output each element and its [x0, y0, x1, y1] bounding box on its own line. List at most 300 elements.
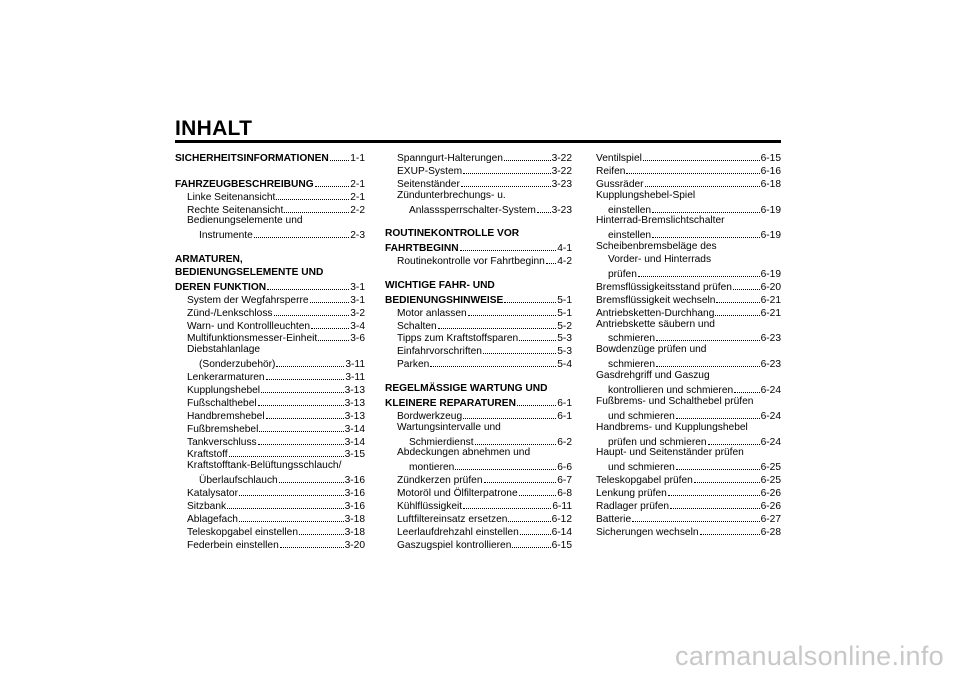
toc-entry-text: ARMATUREN,: [175, 254, 243, 266]
toc-entry-text: Kupplungshebel: [187, 385, 261, 397]
toc-entry: [596, 254, 781, 267]
toc-page-number: 6-19: [760, 269, 781, 281]
dot-leader: [460, 241, 557, 251]
toc-entry-text: Vorder- und Hinterrads: [608, 254, 712, 266]
toc-entry-text: Sitzbank: [187, 501, 227, 513]
toc-entry: [175, 293, 365, 306]
toc-page-number: 6-28: [760, 526, 781, 538]
toc-entry: [385, 190, 572, 203]
toc-entry-text: Routinekontrolle vor Fahrtbeginn: [397, 256, 545, 268]
dot-leader: [517, 396, 556, 406]
toc-entry-text: Fußbrems- und Schalthebel prüfen: [596, 395, 754, 407]
toc-entry-text: Antriebsketten-Durchhang: [596, 307, 715, 319]
toc-entry: [175, 538, 365, 551]
toc-entry-text: Einfahrvorschriften: [397, 346, 482, 358]
toc-entry: [596, 486, 781, 499]
toc-page-number: 6-15: [551, 539, 572, 551]
toc-page-number: 6-1: [557, 397, 572, 409]
toc-entry: [385, 151, 572, 164]
toc-column-2: [385, 151, 572, 551]
dot-leader: [715, 306, 759, 316]
toc-entry-text: Fußbremshebel: [187, 423, 259, 435]
toc-entry: [385, 203, 572, 216]
toc-entry-text: Kraftstoff: [187, 449, 228, 461]
dot-leader: [430, 357, 556, 367]
toc-page-number: 3-13: [344, 385, 365, 397]
toc-page-number: 3-16: [344, 475, 365, 487]
toc-entry-text: WICHTIGE FAHR- UND: [385, 279, 495, 291]
dot-leader: [438, 319, 557, 329]
toc-entry: [596, 306, 781, 319]
toc-entry: [175, 383, 365, 396]
dot-leader: [504, 151, 551, 161]
toc-entry: [175, 228, 365, 241]
toc-entry: [596, 357, 781, 370]
toc-entry: [385, 164, 572, 177]
toc-page-number: 6-21: [760, 294, 781, 306]
toc-entry-text: Abdeckungen abnehmen und: [397, 447, 531, 459]
toc-entry: [175, 331, 365, 344]
toc-entry: [385, 435, 572, 448]
toc-entry-text: Katalysator: [187, 488, 238, 500]
toc-entry-text: Kupplungshebel-Spiel: [596, 189, 696, 201]
dot-leader: [694, 473, 760, 483]
toc-page-number: 5-4: [557, 359, 572, 371]
toc-entry: [175, 370, 365, 383]
toc-entry-text: Fußschalthebel: [187, 397, 257, 409]
toc-entry: [385, 331, 572, 344]
toc-entry-text: Ablagefach: [187, 513, 238, 525]
toc-entry: [175, 396, 365, 409]
toc-entry: [596, 293, 781, 306]
toc-entry: [596, 164, 781, 177]
toc-page-number: 6-25: [760, 462, 781, 474]
toc-entry: [596, 280, 781, 293]
toc-page-number: 3-13: [344, 410, 365, 422]
toc-entry-text: Radlager prüfen: [596, 501, 670, 513]
toc-entry-text: FAHRTBEGINN: [385, 243, 459, 255]
watermark: carmanualsonline.info: [675, 641, 944, 671]
dot-leader: [708, 435, 760, 445]
toc-entry-text: Teleskopgabel prüfen: [596, 475, 693, 487]
toc-entry-text: Anlasssperrschalter-System: [409, 204, 536, 216]
toc-entry-text: KLEINERE REPARATUREN: [385, 397, 516, 409]
toc-entry-text: REGELMÄSSIGE WARTUNG UND: [385, 383, 548, 395]
toc-page-number: 6-20: [760, 281, 781, 293]
toc-entry-text: Bremsflüssigkeitsstand prüfen: [596, 281, 732, 293]
toc-entry: [596, 396, 781, 409]
toc-page-number: 5-2: [557, 320, 572, 332]
toc-entry: [385, 486, 572, 499]
toc-entry-text: Kühlflüssigkeit: [397, 501, 463, 513]
toc-page-number: 6-11: [552, 501, 572, 513]
dot-leader: [519, 331, 556, 341]
toc-entry: [385, 409, 572, 422]
toc-entry: [596, 190, 781, 203]
dot-leader: [315, 177, 350, 187]
toc-entry: [175, 215, 365, 228]
toc-entry: [385, 460, 572, 473]
dot-leader: [276, 357, 344, 367]
toc-entry: [596, 267, 781, 280]
toc-page-number: 5-1: [557, 294, 572, 306]
toc-page-number: 6-24: [760, 410, 781, 422]
toc-page-number: 4-1: [557, 243, 572, 255]
toc-entry: [385, 538, 572, 551]
dot-leader: [504, 293, 556, 303]
dot-leader: [484, 473, 557, 483]
dot-leader: [638, 267, 760, 277]
dot-leader: [656, 357, 760, 367]
toc-page-number: 6-15: [760, 153, 781, 164]
toc-entry-text: schmieren: [608, 359, 655, 371]
toc-entry: [596, 151, 781, 164]
toc-entry: [385, 499, 572, 512]
toc-entry: [596, 460, 781, 473]
toc-entry: [596, 499, 781, 512]
toc-page-number: 5-1: [557, 307, 572, 319]
toc-entry-text: Ventilspiel: [596, 153, 642, 164]
toc-entry: [175, 357, 365, 370]
dot-leader: [274, 306, 350, 316]
toc-entry-text: Multifunktionsmesser-Einheit: [187, 333, 318, 345]
toc-entry-text: (Sonderzubehör): [199, 359, 276, 371]
toc-heading: [175, 280, 365, 293]
toc-entry: [596, 331, 781, 344]
toc-entry-text: FAHRZEUGBESCHREIBUNG: [175, 178, 314, 190]
toc-entry: [385, 306, 572, 319]
dot-leader: [676, 460, 760, 470]
dot-leader: [276, 190, 349, 200]
toc-entry-text: Teleskopgabel einstellen: [187, 526, 299, 538]
toc-entry-text: Handbrems- und Kupplungshebel: [596, 421, 748, 433]
toc-entry: [175, 447, 365, 460]
toc-page-number: 6-8: [557, 488, 572, 500]
toc-entry-text: SICHERHEITSINFORMATIONEN: [175, 153, 329, 164]
toc-page-number: 6-16: [760, 165, 781, 177]
toc-heading: [385, 396, 572, 409]
dot-leader: [734, 383, 759, 393]
toc-page-number: 6-25: [760, 475, 781, 487]
dot-leader: [279, 473, 344, 483]
toc-page-number: 2-2: [350, 204, 365, 216]
toc-entry: [385, 254, 572, 267]
toc-heading: [385, 280, 572, 293]
toc-entry-text: EXUP-System: [397, 165, 463, 177]
toc-entry-text: Linke Seitenansicht: [187, 191, 276, 203]
toc-entry: [596, 228, 781, 241]
dot-leader: [645, 177, 760, 187]
toc-entry-text: Wartungsintervalle und: [397, 421, 501, 433]
toc-page-number: 6-24: [760, 385, 781, 397]
toc-heading: [385, 241, 572, 254]
dot-leader: [537, 203, 551, 213]
toc-entry: [596, 525, 781, 538]
toc-entry: [385, 447, 572, 460]
toc-entry-text: BEDIENUNGSHINWEISE: [385, 294, 504, 306]
toc-entry-text: Luftfiltereinsatz ersetzen: [397, 513, 508, 525]
toc-entry: [175, 460, 365, 473]
toc-page-number: 3-18: [344, 526, 365, 538]
toc-entry-text: Hinterrad-Bremslichtschalter: [596, 215, 725, 227]
toc-heading: [385, 228, 572, 241]
toc-page-number: 6-23: [760, 333, 781, 345]
toc-page-number: 3-22: [551, 165, 572, 177]
toc-entry-text: DEREN FUNKTION: [175, 281, 267, 293]
toc-heading: [175, 151, 365, 164]
toc-entry: [596, 241, 781, 254]
toc-entry-text: einstellen: [608, 204, 652, 216]
toc-entry-text: Zündkerzen prüfen: [397, 475, 483, 487]
dot-leader: [508, 512, 550, 522]
toc-page-number: 6-19: [760, 230, 781, 242]
dot-leader: [284, 203, 349, 213]
dot-leader: [668, 486, 760, 496]
toc-entry: [385, 525, 572, 538]
toc-entry-text: Schalten: [397, 320, 437, 332]
dot-leader: [261, 383, 344, 393]
toc-page-number: 3-4: [350, 320, 365, 332]
toc-entry-text: Batterie: [596, 513, 632, 525]
toc-entry-text: Motoröl und Ölfilterpatrone: [397, 488, 518, 500]
toc-entry: [385, 319, 572, 332]
toc-page-number: 3-23: [551, 178, 572, 190]
toc-page-number: 2-1: [350, 191, 365, 203]
toc-entry-text: montieren: [409, 462, 455, 474]
toc-page-number: 6-1: [557, 410, 572, 422]
dot-leader: [266, 370, 345, 380]
toc-page-number: 3-18: [344, 513, 365, 525]
toc-entry-text: Parken: [397, 359, 430, 371]
dot-leader: [463, 499, 551, 509]
toc-entry: [175, 306, 365, 319]
toc-entry-text: ROUTINEKONTROLLE VOR: [385, 228, 520, 240]
toc-entry-text: Bremsflüssigkeit wechseln: [596, 294, 716, 306]
toc-page-number: 1-1: [350, 153, 365, 164]
toc-entry-text: Rechte Seitenansicht: [187, 204, 284, 216]
toc-page-number: 3-23: [551, 204, 572, 216]
toc-entry: [175, 435, 365, 448]
toc-entry-text: Tipps zum Kraftstoffsparen: [397, 333, 519, 345]
title-rule: [175, 140, 781, 143]
dot-leader: [519, 486, 557, 496]
dot-leader: [656, 331, 760, 341]
toc-entry: [175, 319, 365, 332]
toc-entry: [385, 357, 572, 370]
toc-entry-text: Kraftstofftank-Belüftungsschlauch/: [187, 460, 342, 472]
dot-leader: [652, 228, 760, 238]
toc-entry: [385, 422, 572, 435]
dot-leader: [546, 254, 556, 264]
toc-entry-text: Leerlaufdrehzahl einstellen: [397, 526, 519, 538]
toc-entry-text: Tankverschluss: [187, 436, 257, 448]
toc-entry: [596, 422, 781, 435]
dot-leader: [468, 306, 557, 316]
toc-entry: [596, 370, 781, 383]
toc-entry: [385, 512, 572, 525]
dot-leader: [267, 280, 349, 290]
toc-page-number: 6-21: [760, 307, 781, 319]
toc-entry-text: Warn- und Kontrollleuchten: [187, 320, 311, 332]
dot-leader: [475, 435, 557, 445]
dot-leader: [239, 486, 344, 496]
dot-leader: [716, 293, 759, 303]
toc-entry: [175, 525, 365, 538]
toc-entry-text: einstellen: [608, 230, 652, 242]
toc-page-number: 3-14: [344, 423, 365, 435]
toc-page-number: 6-23: [760, 359, 781, 371]
dot-leader: [461, 177, 551, 187]
toc-page-number: 6-19: [760, 204, 781, 216]
toc-entry: [596, 215, 781, 228]
toc-page-number: 6-2: [557, 436, 572, 448]
dot-leader: [229, 447, 344, 457]
toc-heading: [175, 267, 365, 280]
toc-page-number: 3-15: [344, 449, 365, 461]
dot-leader: [259, 422, 343, 432]
dot-leader: [733, 280, 760, 290]
toc-entry-text: Diebstahlanlage: [187, 344, 261, 356]
toc-entry: [175, 512, 365, 525]
toc-page-number: 6-18: [760, 178, 781, 190]
toc-entry-text: Motor anlassen: [397, 307, 467, 319]
toc-entry-text: schmieren: [608, 333, 655, 345]
toc-page-number: 6-7: [557, 475, 572, 487]
toc-page-number: 3-14: [344, 436, 365, 448]
toc-heading: [385, 293, 572, 306]
toc-entry-text: prüfen: [608, 269, 637, 281]
toc-page-number: 2-3: [350, 230, 365, 242]
dot-leader: [330, 151, 350, 161]
dot-leader: [311, 319, 349, 329]
toc-entry-text: Lenkerarmaturen: [187, 372, 265, 384]
toc-page-number: 3-6: [350, 333, 365, 345]
toc-entry: [385, 473, 572, 486]
toc-entry-text: kontrollieren und schmieren: [608, 385, 734, 397]
toc-heading: [385, 383, 572, 396]
page-title: INHALT: [175, 117, 253, 140]
toc-page-number: 6-27: [760, 513, 781, 525]
toc-entry-text: Bordwerkzeug: [397, 410, 463, 422]
toc-entry-text: Gaszugspiel kontrollieren: [397, 539, 512, 551]
dot-leader: [258, 435, 344, 445]
toc-entry-text: Haupt- und Seitenständer prüfen: [596, 447, 744, 459]
toc-entry: [596, 435, 781, 448]
dot-leader: [520, 525, 551, 535]
toc-entry-text: prüfen und schmieren: [608, 436, 707, 448]
dot-leader: [318, 331, 349, 341]
toc-entry: [175, 499, 365, 512]
dot-leader: [455, 460, 556, 470]
dot-leader: [254, 228, 349, 238]
toc-entry-text: Federbein einstellen: [187, 539, 279, 551]
dot-leader: [643, 151, 760, 161]
toc-entry-text: Antriebskette säubern und: [596, 318, 715, 330]
toc-page-number: 6-14: [551, 526, 572, 538]
toc-entry: [596, 177, 781, 190]
toc-page-number: 5-3: [557, 333, 572, 345]
toc-entry: [596, 473, 781, 486]
toc-entry-text: Lenkung prüfen: [596, 488, 667, 500]
dot-leader: [626, 164, 759, 174]
toc-entry-text: und schmieren: [608, 462, 675, 474]
dot-leader: [512, 538, 550, 548]
toc-page-number: 3-1: [350, 294, 365, 306]
toc-page-number: 6-24: [760, 436, 781, 448]
toc-entry: [385, 344, 572, 357]
toc-entry: [596, 344, 781, 357]
dot-leader: [258, 396, 344, 406]
toc-entry: [175, 473, 365, 486]
toc-page-number: 3-20: [344, 539, 365, 551]
toc-heading: [175, 177, 365, 190]
toc-page-number: 3-16: [344, 501, 365, 513]
toc-page-number: 3-22: [551, 153, 572, 164]
toc-entry: [175, 203, 365, 216]
toc-page-number: 3-2: [350, 307, 365, 319]
toc-page-number: 3-11: [345, 359, 365, 371]
toc-entry: [385, 177, 572, 190]
dot-leader: [227, 499, 344, 509]
toc-entry-text: BEDIENUNGSELEMENTE UND: [175, 267, 324, 279]
dot-leader: [299, 525, 344, 535]
toc-entry-text: Reifen: [596, 165, 626, 177]
toc-heading: [175, 254, 365, 267]
toc-entry-text: Bowdenzüge prüfen und: [596, 344, 707, 356]
toc-entry-text: Gasdrehgriff und Gaszug: [596, 370, 710, 382]
toc-page-number: 3-13: [344, 397, 365, 409]
toc-entry-text: Zündunterbrechungs- u.: [397, 189, 506, 201]
toc-column-3: [596, 151, 781, 538]
toc-entry-text: System der Wegfahrsperre: [187, 294, 309, 306]
dot-leader: [463, 164, 551, 174]
toc-entry: [175, 486, 365, 499]
toc-entry-text: Seitenständer: [397, 178, 460, 190]
dot-leader: [700, 525, 760, 535]
toc-page-number: 5-3: [557, 346, 572, 358]
toc-page-number: 3-16: [344, 488, 365, 500]
toc-entry-text: Handbremshebel: [187, 410, 265, 422]
toc-page-number: 6-6: [557, 462, 572, 474]
toc-entry-text: Überlaufschlauch: [199, 475, 278, 487]
toc-page-number: 6-12: [551, 513, 572, 525]
toc-entry: [596, 319, 781, 332]
dot-leader: [676, 409, 760, 419]
toc-entry-text: Scheibenbremsbeläge des: [596, 241, 717, 253]
toc-page-number: 2-1: [350, 178, 365, 190]
dot-leader: [463, 409, 556, 419]
toc-entry-text: Sicherungen wechseln: [596, 526, 699, 538]
toc-page-number: 3-11: [345, 372, 365, 384]
toc-entry-text: Zünd-/Lenkschloss: [187, 307, 273, 319]
toc-column-1: [175, 151, 365, 551]
toc-page-number: 6-26: [760, 501, 781, 513]
toc-entry-text: Gussräder: [596, 178, 644, 190]
toc-entry: [175, 409, 365, 422]
dot-leader: [266, 409, 344, 419]
toc-entry: [596, 512, 781, 525]
dot-leader: [652, 203, 760, 213]
toc-entry: [596, 383, 781, 396]
dot-leader: [280, 538, 344, 548]
toc-page-number: 6-26: [760, 488, 781, 500]
dot-leader: [310, 293, 350, 303]
toc-entry: [596, 409, 781, 422]
toc-entry: [596, 203, 781, 216]
dot-leader: [483, 344, 556, 354]
toc-entry: [175, 422, 365, 435]
toc-entry-text: Schmierdienst: [409, 436, 474, 448]
